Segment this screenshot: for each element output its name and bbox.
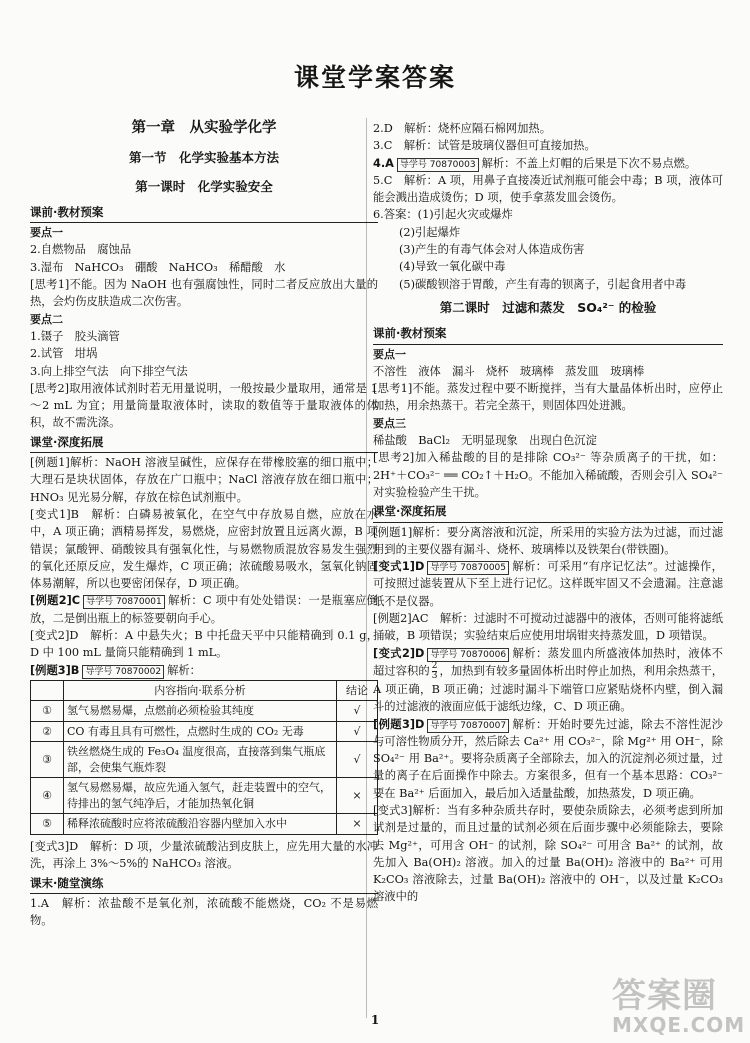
fraction-two-thirds <box>432 662 438 681</box>
table-row-text: CO 有毒且具有可燃性，点燃时生成的 CO₂ 无毒 <box>64 721 337 742</box>
lesson1-heading: 第一课时 化学实验安全 <box>135 178 273 194</box>
table-header-cell: 内容指向·联系分析 <box>64 680 337 701</box>
guide-code-badge: 导学号 70870002 <box>82 665 164 679</box>
left-example2-head: [例题2]C <box>30 594 81 608</box>
table-row-result: √ <box>337 721 378 742</box>
right-variant3: [变式3]解析：当有多种杂质共存时，要使杂质除去，必须考虑到所加试剂是过量的，而且过量的试剂必须在后面步骤中必须能除去，要除去 Mg²⁺，可用含 OH⁻ 的试剂，除 SO₄²⁻ 可用含 Ba²⁺ 的试剂，故先加入 Ba(OH)₂ 溶液。加入的过量 Ba(OH)₂ 溶液中的 Ba²⁺ 可用 K₂CO₃ 溶液除去，过量 Ba(OH)₂ 溶液中的 OH⁻，以及过量 K₂CO₃ 溶液中的 <box>373 803 723 904</box>
left-example3-label: 解析： <box>167 663 201 677</box>
left-think1: [思考1]不能。因为 NaOH 也有强腐蚀性，同时二者反应放出大量的热，会灼伤皮肤造成二次伤害。 <box>30 278 378 309</box>
point-one: 要点一 <box>373 347 406 361</box>
guide-code-badge: 导学号 70870001 <box>83 595 165 609</box>
right-example1: [例题1]解析：要分离溶液和沉淀，所采用的实验方法为过滤，而过滤用到的主要仪器有漏斗、烧杯、玻璃棒以及铁架台(带铁圈)。 <box>373 525 723 556</box>
left-variant2: [变式2]D 解析：A 中悬失火；B 中托盘天平中只能精确到 0.1 g，D 中 100 mL 量筒只能精确到 1 mL。 <box>30 629 378 660</box>
lesson2-heading: 第二课时 过滤和蒸发 SO₄²⁻ 的检验 <box>439 299 657 315</box>
right-item6-line3: (3)产生的有毒气体会对人体造成伤害 <box>399 243 585 257</box>
banner-deep-extension: 课堂·深度拓展 <box>373 503 723 522</box>
section-heading: 第一节 化学实验基本方法 <box>128 150 279 166</box>
right-key3-line1: 稀盐酸 BaCl₂ 无明显现象 出现白色沉淀 <box>373 434 597 448</box>
watermark-top-text: 答案圈 <box>612 976 717 1016</box>
left-example2 <box>30 592 378 627</box>
banner-pre-class: 课前·教材预案 <box>30 204 378 223</box>
table-row <box>31 778 378 814</box>
watermark-logo <box>612 968 745 1037</box>
left-example3-head: [例题3]B <box>30 663 80 677</box>
right-item4-head: 4.A <box>373 156 394 170</box>
left-post-exercise1: 1.A 解析：浓盐酸不是氧化剂，浓硫酸不能燃烧，CO₂ 不是易燃物。 <box>30 896 378 928</box>
banner-pre-class: 课前·教材预案 <box>373 325 723 344</box>
guide-code-badge: 导学号 70870006 <box>427 648 509 662</box>
table-header-row <box>31 680 378 701</box>
guide-code-badge: 导学号 70870007 <box>427 719 509 733</box>
table-row-text: 氢气易燃易爆，点燃前必须检验其纯度 <box>64 701 337 722</box>
right-item5: 5.C 解析：A 项，用鼻子直接凑近试剂瓶可能会中毒；B 项，液体可能会溅出造成烫伤；D 项，使手拿蒸发皿会烫伤。 <box>373 173 723 205</box>
right-example2: [例题2]AC 解析：过滤时不可搅动过滤器中的液体，否则可能将滤纸捅破，B 项错误；实验结束后应使用坩埚钳夹持蒸发皿，D 项错误。 <box>373 612 723 643</box>
left-example3 <box>30 662 378 679</box>
right-example3-head: [例题3]D <box>373 717 425 731</box>
right-item3: 3.C 解析：试管是玻璃仪器但可直接加热。 <box>373 139 596 153</box>
right-item4-body: 解析：不盖上灯帽的后果是下次不易点燃。 <box>481 156 697 170</box>
banner-deep-extension: 课堂·深度拓展 <box>30 434 378 453</box>
table-row-result: × <box>337 778 378 814</box>
point-three: 要点三 <box>373 416 406 430</box>
watermark-bottom-text: MXQE.COM <box>612 1013 746 1037</box>
right-item6-line2: (2)引起爆炸 <box>399 225 461 239</box>
left-example1: [例题1]解析：NaOH 溶液呈碱性，应保存在带橡胶塞的细口瓶中；大理石是块状固体，存放在广口瓶中；NaCl 溶液存放在细口瓶中；HNO₃ 见光易分解，存放在棕色试剂瓶中。 <box>30 456 378 504</box>
table-row-result: √ <box>337 742 378 778</box>
point-two: 要点二 <box>30 312 63 326</box>
table-row-number: ① <box>31 701 64 722</box>
right-item6-line5: (5)碳酸钡溶于胃酸，产生有毒的钡离子，引起食用者中毒 <box>399 277 687 291</box>
right-think2: [思考2]加入稀盐酸的目的是排除 CO₃²⁻ 等杂质离子的干扰，如：2H⁺＋CO₃²⁻ ══ CO₂↑＋H₂O。不能加入稀硫酸，否则会引入 SO₄²⁻ 对实验检验产生干扰。 <box>373 451 723 499</box>
right-variant1 <box>373 558 723 610</box>
table-row-result: √ <box>337 701 378 722</box>
guide-code-badge: 导学号 70870005 <box>427 561 509 575</box>
fraction-denominator: 3 <box>431 670 438 681</box>
table-row-text: 氢气易燃易爆，故应先通入氢气，赶走装置中的空气，待排出的氢气纯净后，才能加热氧化铜 <box>64 778 337 814</box>
right-item2: 2.D 解析：烧杯应隔石棉网加热。 <box>373 122 551 135</box>
left-p1-line3: 3.湿布 NaHCO₃ 硼酸 NaHCO₃ 稀醋酸 水 <box>30 260 286 274</box>
table-row-text: 稀释浓硫酸时应将浓硫酸沿容器内壁加入水中 <box>64 814 337 835</box>
table-row-number: ② <box>31 721 64 742</box>
right-item4 <box>373 155 723 172</box>
right-think1: [思考1]不能。蒸发过程中要不断搅拌，当有大量晶体析出时，应停止加热，用余热蒸干。若完全蒸干，则固体四处迸溅。 <box>373 382 723 413</box>
right-variant1-head: [变式1]D <box>373 560 425 574</box>
right-example3-body: 解析：开始时要先过滤，除去不溶性泥沙与可溶性物质分开，然后除去 Ca²⁺ 用 CO₃²⁻，除 Mg²⁺ 用 OH⁻，除 SO₄²⁻ 用 Ba²⁺。要将杂质离子全部除去，加入的沉淀剂必须过量，过量的离子在后面操作中除去。方案很多，但有一个基本思路：CO₃²⁻ 要在 Ba²⁺ 后面加入，最后加入适量盐酸，加热蒸发，D 项正确。 <box>373 717 723 800</box>
banner-post-class: 课末·随堂演练 <box>30 875 378 894</box>
left-p2-line1: 1.镊子 胶头滴管 <box>30 329 120 343</box>
right-variant1-body: 解析：可采用“有序记忆法”。过滤操作，可按照过滤装置从下至上进行记忆。这样既牢固又不会遗漏。注意滤纸不是仪器。 <box>373 560 723 608</box>
chapter-heading: 第一章 从实验学化学 <box>131 120 277 136</box>
left-column <box>30 118 378 929</box>
right-key1-line1: 不溶性 液体 漏斗 烧杯 玻璃棒 蒸发皿 玻璃棒 <box>373 364 645 378</box>
left-p1-line2: 2.自燃物品 腐蚀品 <box>30 243 132 257</box>
right-item6-line1: 6.答案：(1)引起火灾或爆炸 <box>373 208 513 222</box>
page-number: 1 <box>370 1013 380 1027</box>
left-p2-line2: 2.试管 坩埚 <box>30 347 98 361</box>
table-row-number: ③ <box>31 742 64 778</box>
right-column <box>373 120 723 906</box>
left-variant3: [变式3]D 解析：D 项，少量浓硫酸沾到皮肤上，应先用大量的水冲洗，再涂上 3%～5%的 NaHCO₃ 溶液。 <box>30 839 378 871</box>
right-variant2-body-b: ，加热到有较多量固体析出时停止加热，利用余热蒸干，A 项正确，B 项正确；过滤时漏斗下端管口应紧贴烧杯内壁，倒入漏斗的过滤液的液面应低于滤纸边缘，C、D 项正确。 <box>373 664 723 714</box>
table-row-number: ⑤ <box>31 814 64 835</box>
table-row <box>31 701 378 722</box>
right-variant2 <box>373 645 723 716</box>
right-example3 <box>373 716 723 802</box>
right-item6-line4: (4)导致一氧化碳中毒 <box>399 260 506 274</box>
left-variant1: [变式1]B 解析：白磷易被氧化，在空气中存放易自燃，应放在水中，A 项正确；酒精易挥发，易燃烧，应密封放置且远离火源，B 项错误；氯酸钾、硝酸铵具有强氧化性，与易燃物质混放容易发生强烈的氧化还原反应，发生爆炸，C 项正确；浓硫酸易吸水，氢氧化钠固体易潮解，所以也要密闭保存，D 项正确。 <box>30 507 378 591</box>
page-title: 课堂学案答案 <box>293 63 456 92</box>
table-row <box>31 814 378 835</box>
table-row <box>31 721 378 742</box>
left-think2: [思考2]取用液体试剂时若无用量说明，一般按最少量取用，通常是 1～2 mL 为宜；用量筒量取液体时，读取的数值等于量取液体的体积，故不需洗涤。 <box>30 381 378 430</box>
right-variant2-body-a: 解析：蒸发皿内所盛液体加热时，液体不超过容积的 <box>373 646 723 678</box>
point-one: 要点一 <box>30 226 63 240</box>
guide-code-badge: 导学号 70870003 <box>397 158 479 172</box>
table-row-result: × <box>337 814 378 835</box>
fraction-numerator: 2 <box>431 660 438 671</box>
right-variant2-head: [变式2]D <box>373 646 425 660</box>
left-p2-line3: 3.向上排空气法 向下排空气法 <box>30 364 188 378</box>
table-row <box>31 742 378 778</box>
table-row-text: 铁丝燃烧生成的 Fe₃O₄ 温度很高，直接落到集气瓶底部，会使集气瓶炸裂 <box>64 742 337 778</box>
analysis-table <box>30 680 378 835</box>
table-row-number: ④ <box>31 778 64 814</box>
left-example2-body: 解析：C 项中有处处错误：一是瓶塞应倒放，二是倒出瓶上的标签要朝向手心。 <box>30 594 378 625</box>
table-header-cell <box>31 680 64 701</box>
table-header-cell: 结论 <box>337 680 378 701</box>
